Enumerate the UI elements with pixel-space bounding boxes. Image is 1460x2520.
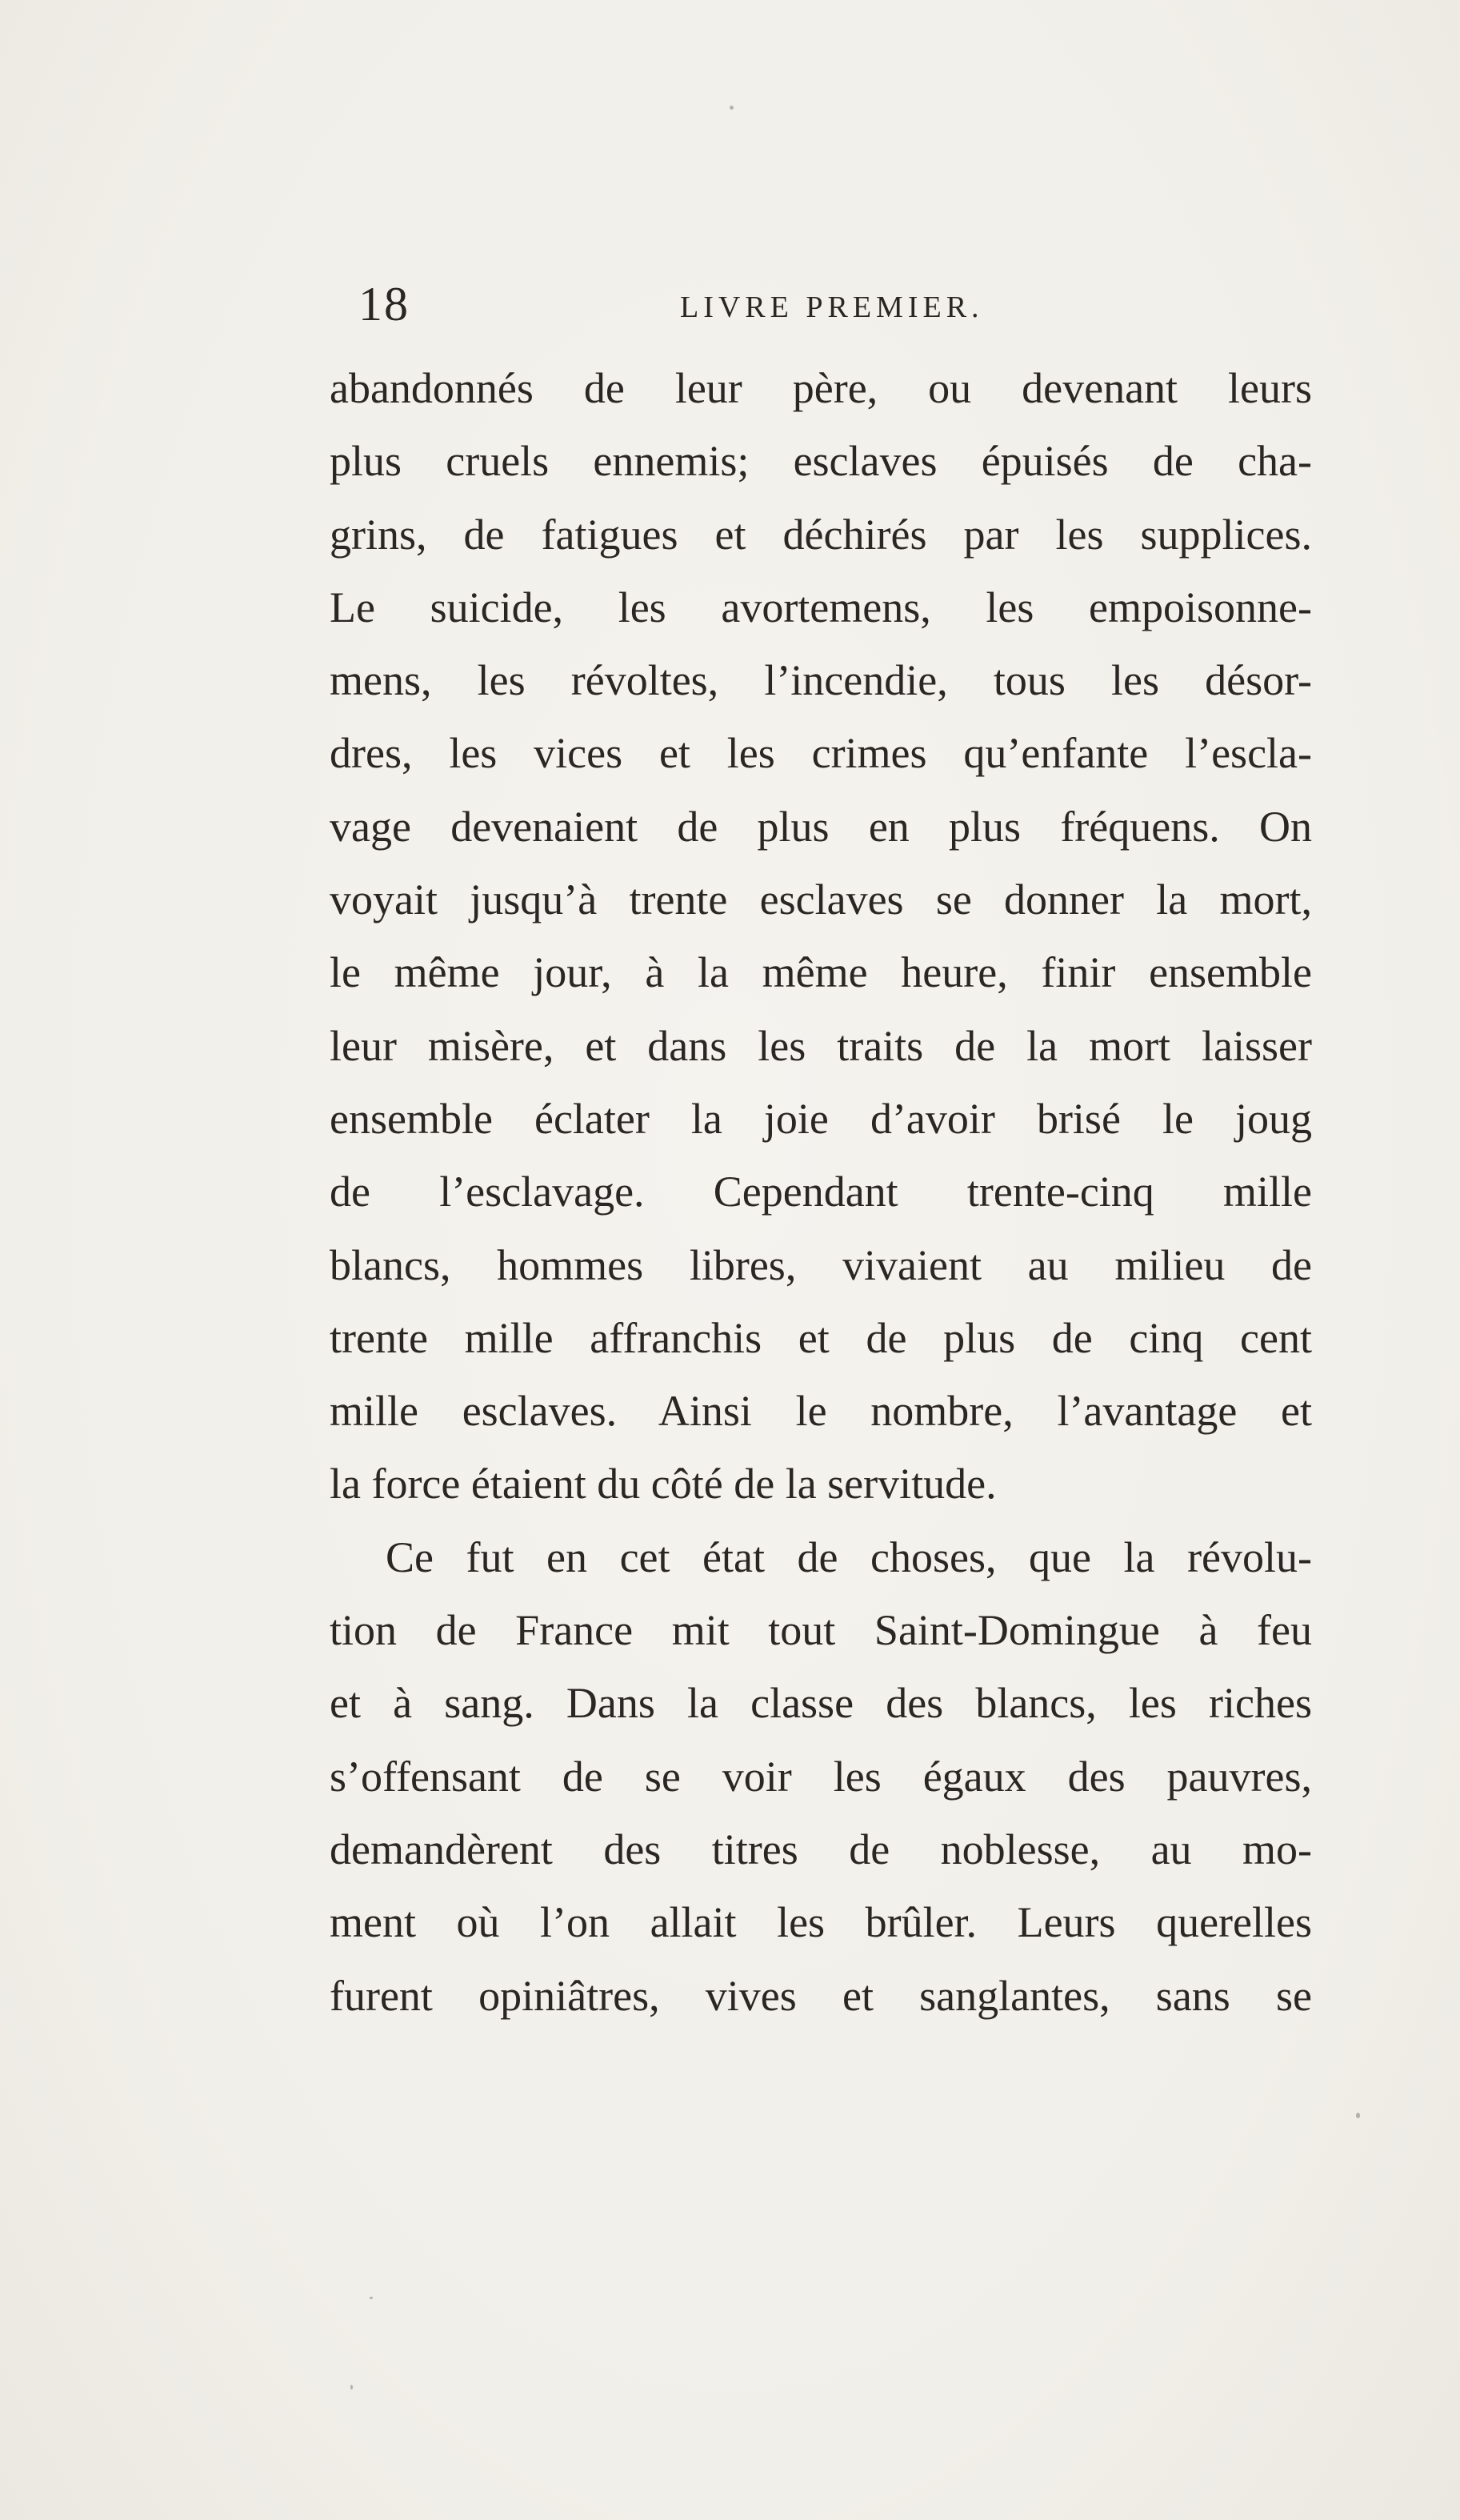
text-line: voyait jusqu’à trente esclaves se donner la mort,	[330, 875, 1312, 924]
paper-speck	[350, 2385, 353, 2390]
text-line: le même jour, à la même heure, finir ensemble	[330, 948, 1312, 997]
paper-speck	[370, 2297, 373, 2299]
paragraph-start-line: Ce fut en cet état de choses, que la révolu-	[386, 1532, 1312, 1581]
text-line: trente mille affranchis et de plus de cinq cent	[330, 1313, 1312, 1362]
text-line: blancs, hommes libres, vivaient au milieu de	[330, 1240, 1312, 1289]
text-line: vage devenaient de plus en plus fréquens. On	[330, 802, 1312, 851]
text-line: leur misère, et dans les traits de la mort laisser	[330, 1021, 1312, 1070]
text-line: abandonnés de leur père, ou devenant leurs	[330, 364, 1312, 412]
text-line: ment où l’on allait les brûler. Leurs querelles	[330, 1898, 1312, 1947]
running-head	[352, 276, 1344, 332]
paper-speck	[1356, 2113, 1360, 2118]
text-line: dres, les vices et les crimes qu’enfante l’escla-	[330, 729, 1312, 778]
text-line: tion de France mit tout Saint-Domingue à feu	[330, 1606, 1312, 1655]
text-line: furent opiniâtres, vives et sanglantes, sans se	[330, 1971, 1312, 2020]
chapter-title: LIVRE PREMIER.	[680, 290, 984, 324]
text-line: de l’esclavage. Cependant trente-cinq mille	[330, 1168, 1312, 1216]
page-number: 18	[358, 278, 410, 331]
text-line: mille esclaves. Ainsi le nombre, l’avantage et	[330, 1387, 1312, 1436]
paper-speck	[730, 106, 734, 110]
text-line: la force étaient du côté de la servitude.	[330, 1460, 997, 1508]
text-line: Le suicide, les avortemens, les empoisonne-	[330, 583, 1312, 631]
text-line: et à sang. Dans la classe des blancs, les riches	[330, 1679, 1312, 1728]
text-line: plus cruels ennemis; esclaves épuisés de cha-	[330, 437, 1312, 486]
body-text	[330, 352, 1312, 2033]
text-line: grins, de fatigues et déchirés par les supplices.	[330, 510, 1312, 559]
text-line: ensemble éclater la joie d’avoir brisé le joug	[330, 1094, 1312, 1143]
text-line: s’offensant de se voir les égaux des pauvres,	[330, 1752, 1312, 1801]
text-line: mens, les révoltes, l’incendie, tous les désor-	[330, 656, 1312, 705]
text-line: demandèrent des titres de noblesse, au mo-	[330, 1825, 1312, 1873]
